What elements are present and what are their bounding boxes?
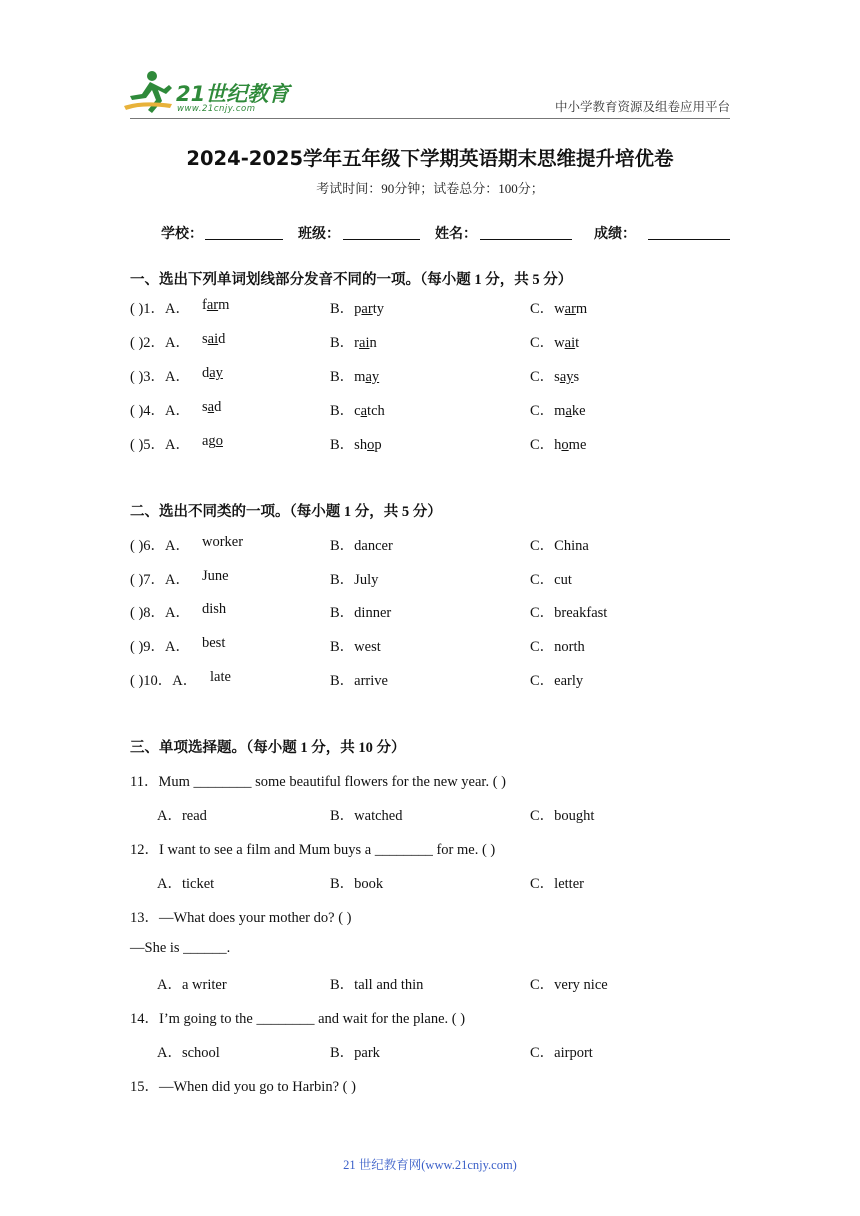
q5-option-b: B．shop bbox=[330, 437, 382, 453]
section2-title: 二、选出不同类的一项。（每小题 1 分，共 5 分） bbox=[130, 504, 442, 520]
q5-option-a: ago bbox=[202, 433, 223, 449]
q13-line2: —She is ______. bbox=[130, 940, 231, 956]
q10-option-a: late bbox=[210, 669, 231, 685]
q7-number: ( )7．A． bbox=[130, 572, 191, 588]
q14-option-c: C．airport bbox=[530, 1045, 593, 1061]
q4-option-a: sad bbox=[202, 399, 222, 415]
q8-option-a: dish bbox=[202, 601, 227, 617]
q14-option-b: B．park bbox=[330, 1045, 380, 1061]
q4-option-c: C．make bbox=[530, 403, 586, 419]
q8-option-b: B．dinner bbox=[330, 605, 392, 621]
school-label: 学校： bbox=[161, 227, 203, 242]
class-blank[interactable] bbox=[343, 239, 420, 240]
q12-option-c: C．letter bbox=[530, 876, 584, 892]
q6-number: ( )6．A． bbox=[130, 538, 191, 554]
q1-number: ( )1．A． bbox=[130, 301, 191, 317]
q15-stem: 15．—When did you go to Harbin? ( ) bbox=[130, 1079, 356, 1095]
q3-option-c: C．says bbox=[530, 369, 580, 385]
q9-option-a: best bbox=[202, 635, 226, 651]
q13-option-c: C．very nice bbox=[530, 977, 608, 993]
q3-option-b: B．may bbox=[330, 369, 380, 385]
q8-option-c: C．breakfast bbox=[530, 605, 608, 621]
q7-option-a: June bbox=[202, 568, 229, 584]
section3-title: 三、单项选择题。（每小题 1 分，共 10 分） bbox=[130, 740, 406, 756]
q12-option-a: A．ticket bbox=[157, 876, 215, 892]
q9-option-b: B．west bbox=[330, 639, 381, 655]
q2-option-a: said bbox=[202, 331, 226, 347]
q6-option-a: worker bbox=[202, 534, 244, 550]
q2-option-b: B．rain bbox=[330, 335, 377, 351]
q9-number: ( )9．A． bbox=[130, 639, 191, 655]
q7-option-b: B．July bbox=[330, 572, 379, 588]
footer-link[interactable]: 21 世纪教育网(www.21cnjy.com) bbox=[343, 1158, 517, 1172]
q14-stem: 14．I’m going to the ________ and wait for the plane. ( ) bbox=[130, 1011, 466, 1027]
logo-url: www.21cnjy.com bbox=[177, 104, 256, 114]
q14-option-a: A．school bbox=[157, 1045, 220, 1061]
name-label: 姓名： bbox=[435, 227, 477, 242]
q7-option-c: C．cut bbox=[530, 572, 572, 588]
q11-option-c: C．bought bbox=[530, 808, 595, 824]
q11-stem: 11．Mum ________ some beautiful flowers for the new year. ( ) bbox=[130, 774, 506, 790]
score-label: 成绩： bbox=[594, 227, 636, 242]
header-platform-text: 中小学教育资源及组卷应用平台 bbox=[554, 100, 730, 114]
q1-option-a: farm bbox=[202, 297, 230, 313]
class-label: 班级： bbox=[298, 227, 340, 242]
q1-option-c: C．warm bbox=[530, 301, 588, 317]
q3-option-a: day bbox=[202, 365, 223, 381]
q5-option-c: C．home bbox=[530, 437, 587, 453]
q2-option-c: C．wait bbox=[530, 335, 580, 351]
header-divider bbox=[130, 118, 730, 119]
exam-title: 2024-2025学年五年级下学期英语期末思维提升培优卷 bbox=[186, 147, 674, 170]
q6-option-b: B．dancer bbox=[330, 538, 393, 554]
q1-option-b: B．party bbox=[330, 301, 384, 317]
exam-subtitle: 考试时间：90分钟；试卷总分：100分； bbox=[316, 181, 544, 196]
q13-stem: 13．—What does your mother do? ( ) bbox=[130, 910, 352, 926]
q3-number: ( )3．A． bbox=[130, 369, 191, 385]
q12-option-b: B．book bbox=[330, 876, 384, 892]
q13-option-b: B．tall and thin bbox=[330, 977, 424, 993]
q4-option-b: B．catch bbox=[330, 403, 385, 419]
q2-number: ( )2．A． bbox=[130, 335, 191, 351]
q9-option-c: C．north bbox=[530, 639, 585, 655]
q10-option-b: B．arrive bbox=[330, 673, 388, 689]
q4-number: ( )4．A． bbox=[130, 403, 191, 419]
q6-option-c: C．China bbox=[530, 538, 589, 554]
q5-number: ( )5．A． bbox=[130, 437, 191, 453]
q11-option-a: A．read bbox=[157, 808, 207, 824]
score-blank[interactable] bbox=[648, 239, 730, 240]
school-blank[interactable] bbox=[205, 239, 283, 240]
q11-option-b: B．watched bbox=[330, 808, 403, 824]
runner-logo-icon bbox=[122, 66, 182, 116]
q13-option-a: A．a writer bbox=[157, 977, 227, 993]
q12-stem: 12．I want to see a film and Mum buys a ________ for me. ( ) bbox=[130, 842, 496, 858]
section1-title: 一、选出下列单词划线部分发音不同的一项。（每小题 1 分，共 5 分） bbox=[130, 272, 573, 288]
q10-number: ( )10．A． bbox=[130, 673, 198, 689]
q8-number: ( )8．A． bbox=[130, 605, 191, 621]
logo-text: 21世纪教育 bbox=[176, 82, 290, 106]
q10-option-c: C．early bbox=[530, 673, 584, 689]
name-blank[interactable] bbox=[480, 239, 572, 240]
